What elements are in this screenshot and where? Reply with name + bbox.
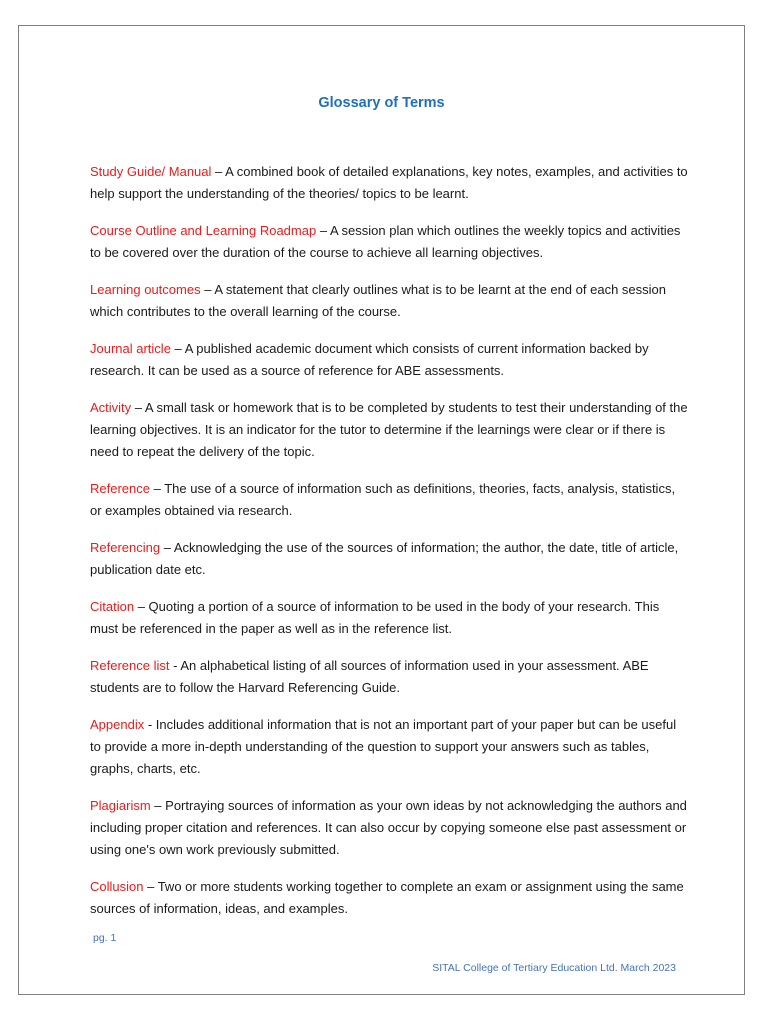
glossary-definition: A published academic document which consists of current information backed by research. It can be used as a source of reference for ABE assessments. [90,341,649,378]
separator: – [143,879,158,894]
glossary-term: Citation [90,599,135,614]
glossary-term: Plagiarism [90,798,151,813]
glossary-entry [90,795,690,861]
footer-text: SITAL College of Tertiary Education Ltd. March 2023 [432,962,676,974]
glossary-term: Study Guide/ Manual [90,164,212,179]
glossary-definition: Portraying sources of information as your own ideas by not acknowledging the authors and including proper citation and references. It can also occur by copying someone else past assessment or using one's own work previously submitted. [90,798,687,857]
separator: – [134,599,149,614]
glossary-definition: An alphabetical listing of all sources of information used in your assessment. ABE students are to follow the Harvard Referencing Guide. [90,658,649,695]
glossary-entry [90,714,690,780]
separator: – [316,223,330,238]
glossary-definition: The use of a source of information such as definitions, theories, facts, analysis, statistics, or examples obtained via research. [90,481,676,518]
document-page [18,25,745,995]
glossary-entry [90,279,690,323]
glossary-definition: A combined book of detailed explanations, key notes, examples, and activities to help support the understanding of the theories/ topics to be learnt. [90,164,688,201]
separator: – [200,282,215,297]
separator: – [170,341,185,356]
glossary-term: Referencing [90,540,161,555]
glossary-definition: Quoting a portion of a source of information to be used in the body of your research. This must be referenced in the paper as well as in the reference list. [90,599,660,636]
glossary-term: Appendix [90,717,145,732]
glossary-entry [90,655,690,699]
glossary-term: Learning outcomes [90,282,201,297]
glossary-entry [90,478,690,522]
glossary-definition: A session plan which outlines the weekly topics and activities to be covered over the duration of the course to achieve all learning objectives. [90,223,681,260]
glossary-list [90,161,690,935]
glossary-term: Course Outline and Learning Roadmap [90,223,317,238]
separator: – [160,540,174,555]
glossary-term: Reference list [90,658,170,673]
separator: – [150,798,166,813]
glossary-entry [90,397,690,463]
glossary-entry [90,876,690,920]
separator: - [144,717,156,732]
separator: - [169,658,181,673]
glossary-definition: A small task or homework that is to be completed by students to test their understanding of the learning objectives. It is an indicator for the tutor to determine if the learnings were clear or if there is need to repeat the delivery of the topic. [90,400,688,459]
glossary-definition: Acknowledging the use of the sources of information; the author, the date, title of article, publication date etc. [90,540,679,577]
glossary-definition: A statement that clearly outlines what is to be learnt at the end of each session which contributes to the overall learning of the course. [90,282,666,319]
page-title: Glossary of Terms [318,95,445,111]
glossary-entry [90,220,690,264]
glossary-definition: Includes additional information that is not an important part of your paper but can be useful to provide a more in-depth understanding of the question to support your answers such as tables, graphs, charts, etc. [90,717,677,776]
glossary-term: Activity [90,400,132,415]
page-number: pg. 1 [93,932,117,944]
glossary-term: Collusion [90,879,144,894]
glossary-term: Journal article [90,341,171,356]
glossary-entry [90,338,690,382]
separator: – [149,481,165,496]
glossary-entry [90,537,690,581]
glossary-entry [90,161,690,205]
separator: – [211,164,226,179]
glossary-term: Reference [90,481,150,496]
glossary-definition: Two or more students working together to complete an exam or assignment using the same sources of information, ideas, and examples. [90,879,684,916]
separator: – [131,400,145,415]
glossary-entry [90,596,690,640]
